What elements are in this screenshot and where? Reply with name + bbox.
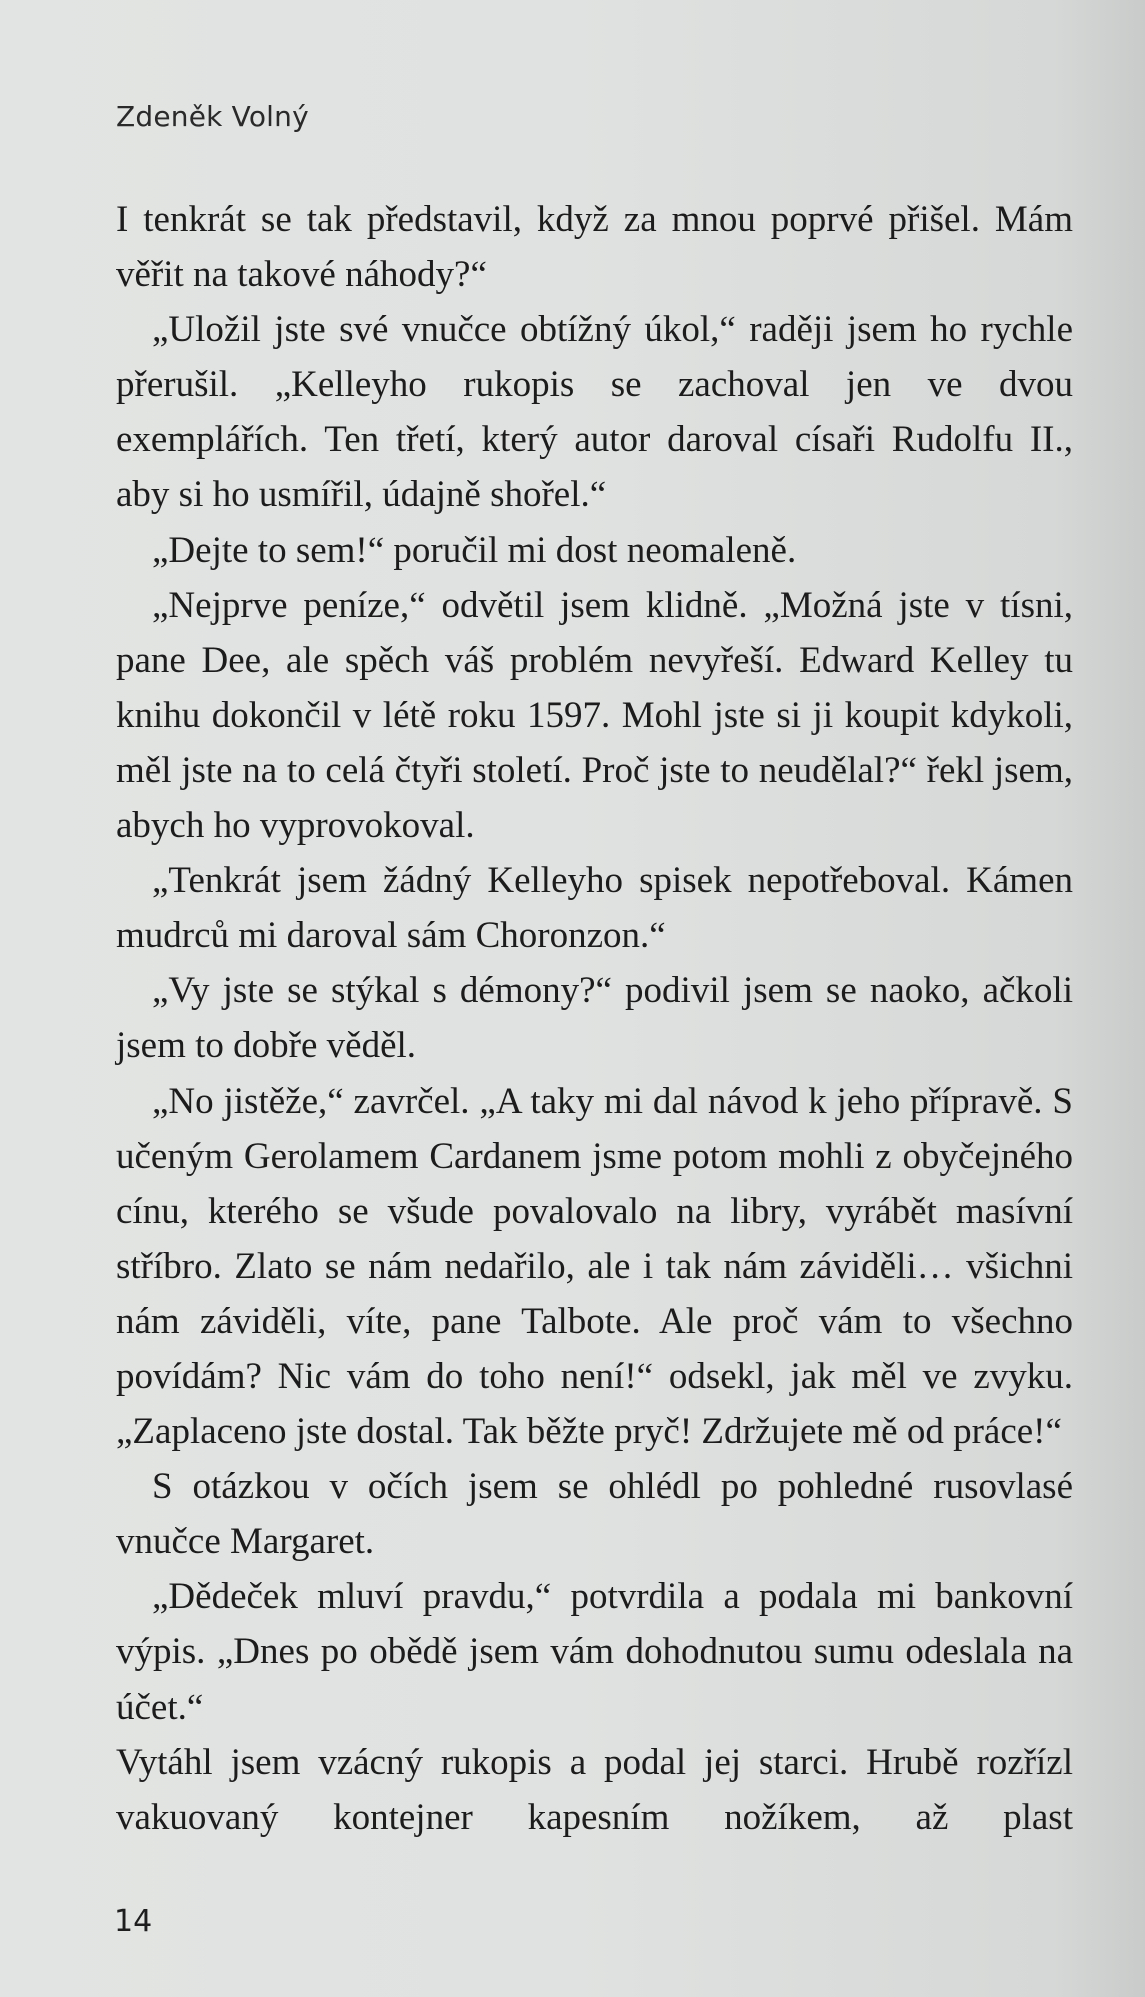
- body-text: [116, 192, 1073, 1845]
- paragraph-1: I tenkrát se tak představil, když za mnou poprvé přišel. Mám věřit na takové náhody?“: [116, 199, 1073, 296]
- paragraph-9: „Dědeček mluví pravdu,“ potvrdila a podala mi bankovní výpis. „Dnes po obědě jsem vám dohodnutou sumu odeslala na účet.“: [116, 1576, 1073, 1728]
- paragraph-4: „Nejprve peníze,“ odvětil jsem klidně. „Možná jste v tísni, pane Dee, ale spěch váš problém nevyřeší. Edward Kelley tu knihu dokončil v létě roku 1597. Mohl jste si ji koupit kdykoli, měl jste na to celá čtyři století. Proč jste to neudělal?“ řekl jsem, abych ho vyprovokoval.: [116, 584, 1073, 847]
- paragraph-6: „Vy jste se stýkal s démony?“ podivil jsem se naoko, ačkoli jsem to dobře věděl.: [116, 970, 1073, 1067]
- paragraph-2: „Uložil jste své vnučce obtížný úkol,“ raději jsem ho rychle přerušil. „Kelleyho rukopis se zachoval jen ve dvou exemplářích. Ten třetí, který autor daroval císaři Rudolfu II., aby si ho usmířil, údajně shořel.“: [116, 309, 1073, 516]
- paragraph-10: Vytáhl jsem vzácný rukopis a podal jej starci. Hrubě rozřízl vakuovaný kontejner kapesním nožíkem, až plast: [116, 1741, 1073, 1838]
- running-head-author: Zdeněk Volný: [116, 100, 309, 133]
- paragraph-5: „Tenkrát jsem žádný Kelleyho spisek nepotřeboval. Kámen mudrců mi daroval sám Choronzon.“: [116, 860, 1073, 957]
- paragraph-3: „Dejte to sem!“ poručil mi dost neomaleně.: [152, 529, 797, 571]
- paragraph-8: S otázkou v očích jsem se ohlédl po pohledné rusovlasé vnučce Margaret.: [116, 1466, 1073, 1563]
- page-number: 14: [114, 1904, 153, 1939]
- paragraph-7: „No jistěže,“ zavrčel. „A taky mi dal návod k jeho přípravě. S učeným Gerolamem Cardanem jsme potom mohli z obyčejného cínu, kterého se všude povalovalo na libry, vyrábět masívní stříbro. Zlato se nám nedařilo, ale i tak nám záviděli… všichni nám záviděli, víte, pane Talbote. Ale proč vám to všechno povídám? Nic vám do toho není!“ odsekl, jak měl ve zvyku. „Zaplaceno jste dostal. Tak běžte pryč! Zdržujete mě od práce!“: [116, 1080, 1073, 1453]
